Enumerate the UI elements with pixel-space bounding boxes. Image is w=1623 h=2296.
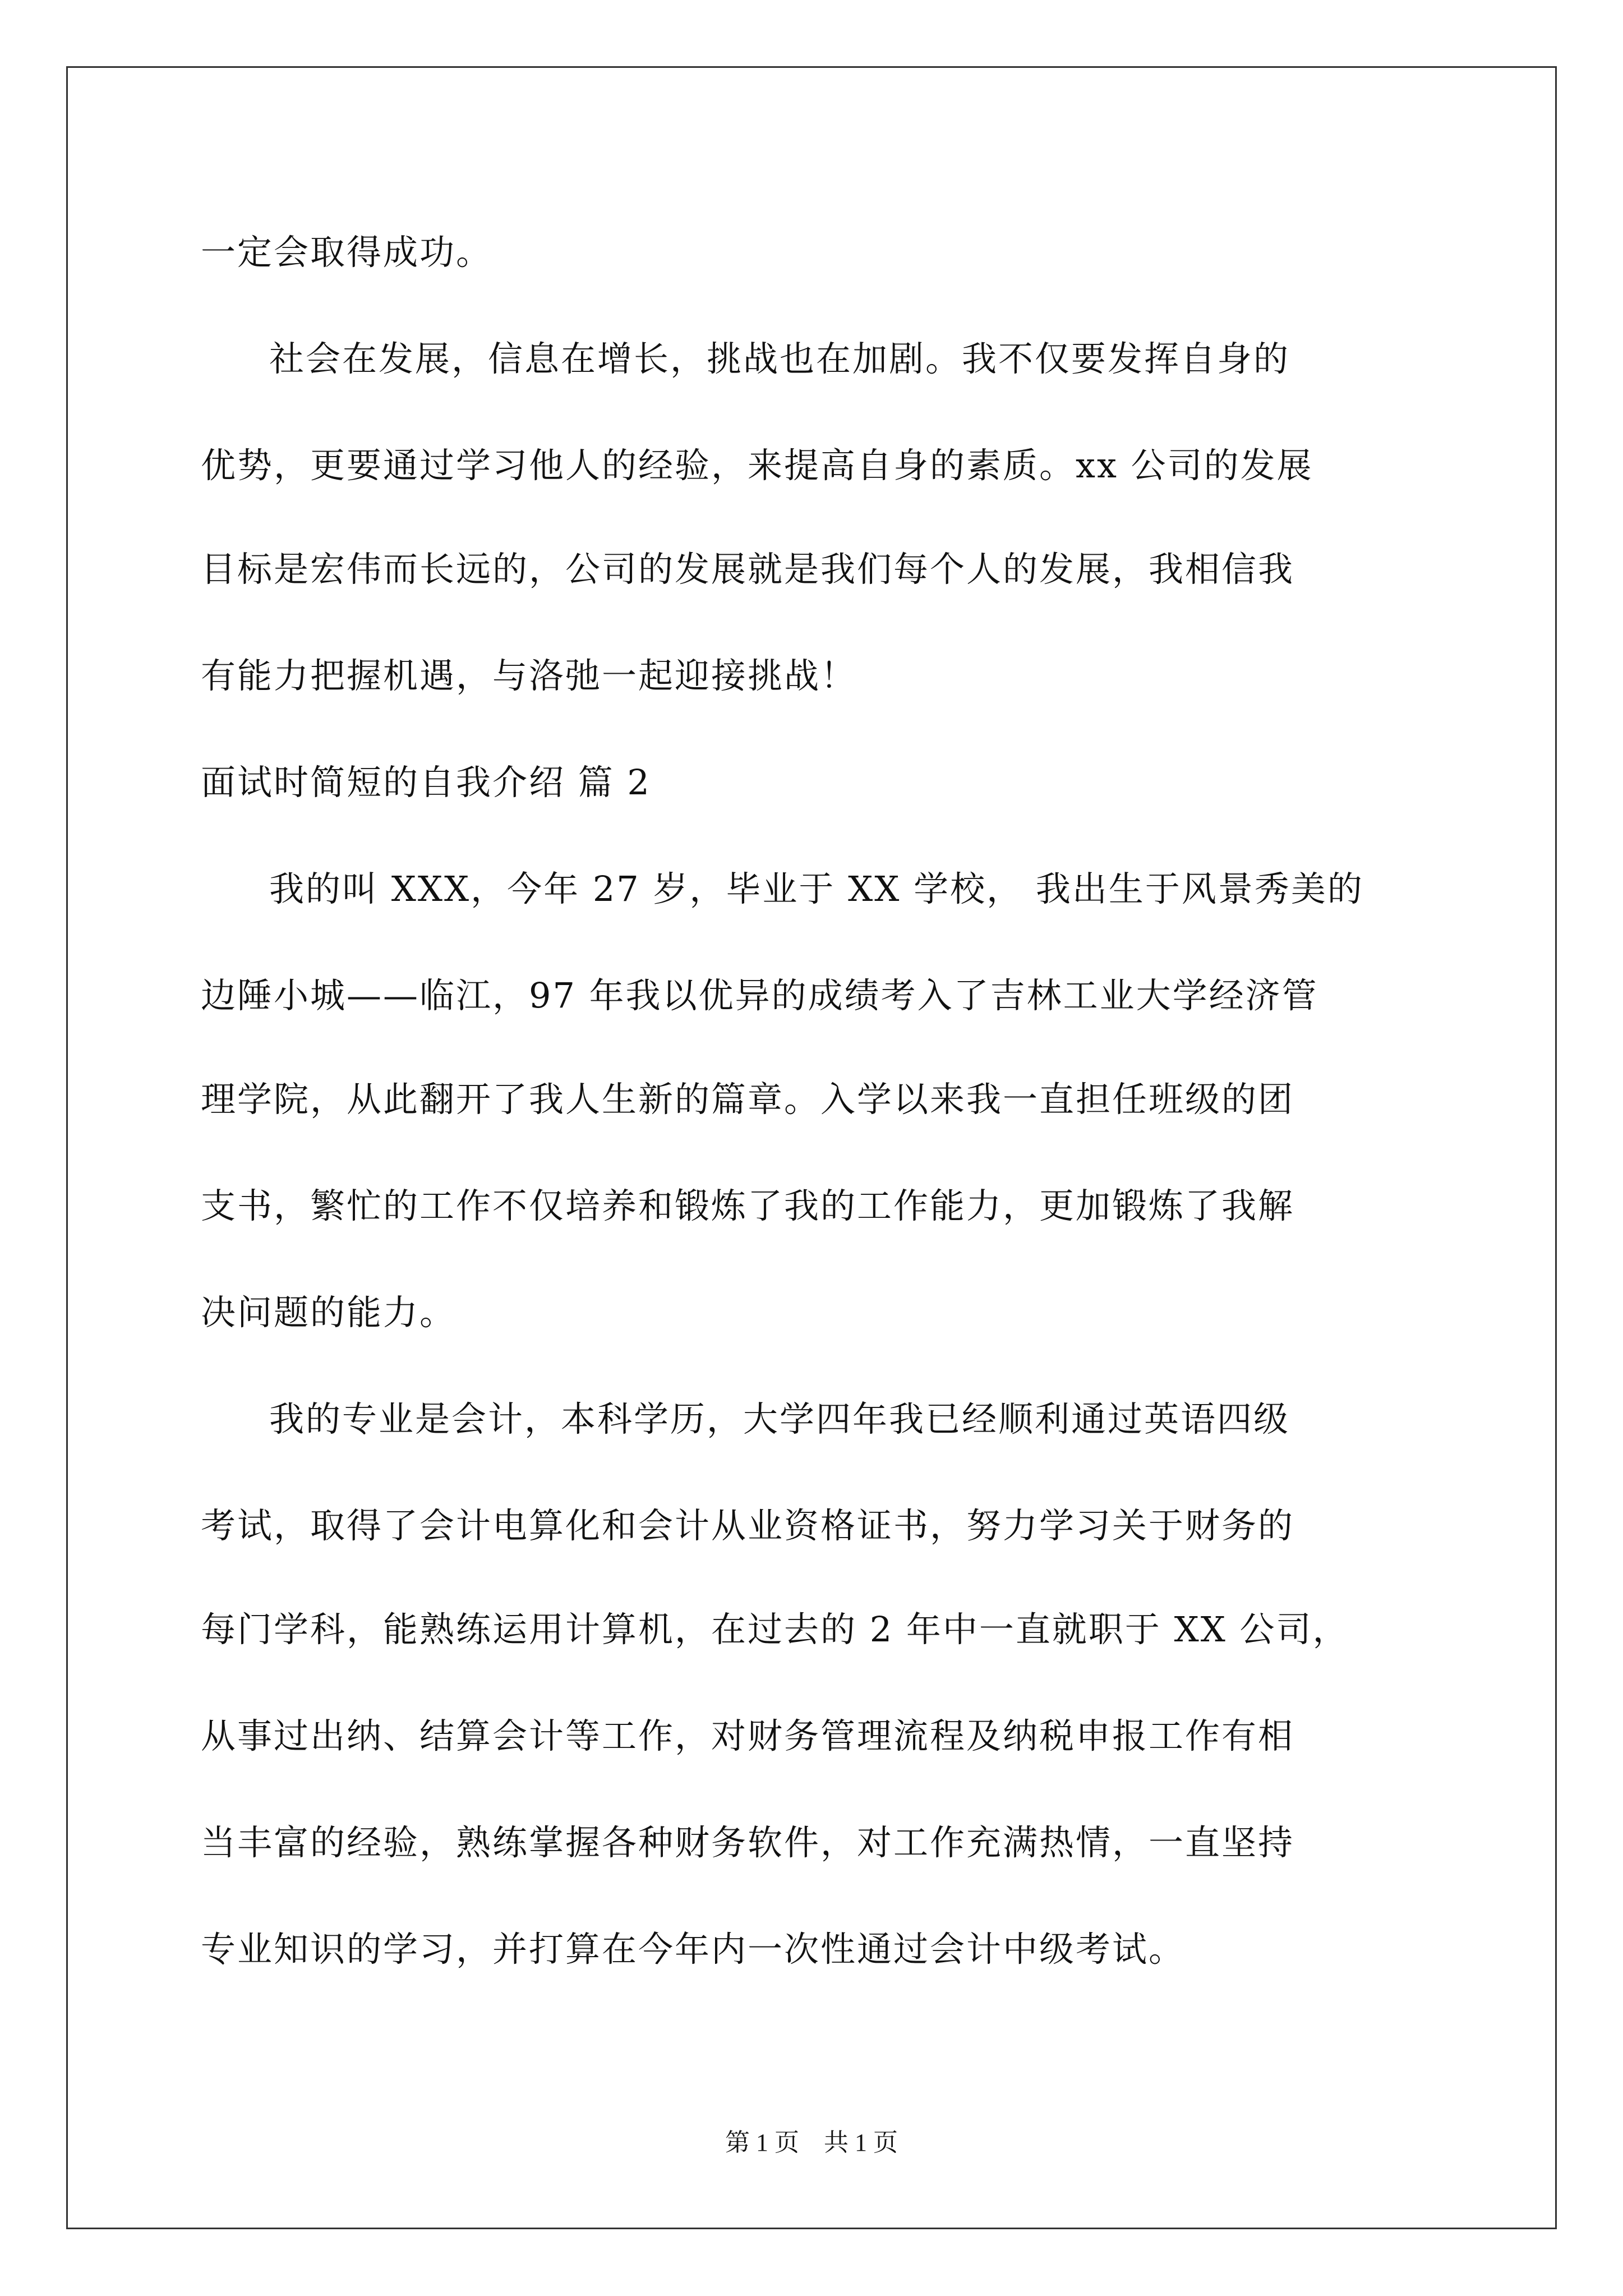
paragraph-line: 理学院，从此翻开了我人生新的篇章。入学以来我一直担任班级的团	[201, 1079, 1295, 1120]
section-heading: 面试时简短的自我介绍 篇 2	[201, 762, 651, 803]
page-border	[66, 66, 1557, 2229]
paragraph-line: 我的叫 XXX，今年 27 岁，毕业于 XX 学校， 我出生于风景秀美的	[269, 868, 1364, 909]
paragraph-line: 目标是宏伟而长远的，公司的发展就是我们每个人的发展，我相信我	[201, 549, 1295, 590]
paragraph-line: 支书，繁忙的工作不仅培养和锻炼了我的工作能力，更加锻炼了我解	[201, 1185, 1295, 1226]
page-number: 第 1 页 共 1 页	[725, 2129, 898, 2156]
paragraph-line: 有能力把握机遇，与洛弛一起迎接挑战！	[201, 655, 857, 696]
paragraph-line: 决问题的能力。	[201, 1292, 457, 1333]
paragraph-line: 当丰富的经验，熟练掌握各种财务软件，对工作充满热情，一直坚持	[201, 1822, 1295, 1863]
paragraph-line: 我的专业是会计，本科学历，大学四年我已经顺利通过英语四级	[269, 1398, 1290, 1439]
paragraph-line: 社会在发展，信息在增长，挑战也在加剧。我不仅要发挥自身的	[269, 338, 1290, 379]
paragraph-line: 优势，更要通过学习他人的经验，来提高自身的素质。xx 公司的发展	[201, 445, 1313, 486]
paragraph-line: 每门学科，能熟练运用计算机，在过去的 2 年中一直就职于 XX 公司，	[201, 1609, 1349, 1650]
paragraph-line: 一定会取得成功。	[201, 232, 493, 273]
paragraph-line: 边陲小城——临江，97 年我以优异的成绩考入了吉林工业大学经济管	[201, 975, 1318, 1016]
paragraph-line: 专业知识的学习，并打算在今年内一次性通过会计中级考试。	[201, 1929, 1186, 1970]
paragraph-line: 考试，取得了会计电算化和会计从业资格证书，努力学习关于财务的	[201, 1505, 1295, 1546]
paragraph-line: 从事过出纳、结算会计等工作，对财务管理流程及纳税申报工作有相	[201, 1715, 1295, 1756]
